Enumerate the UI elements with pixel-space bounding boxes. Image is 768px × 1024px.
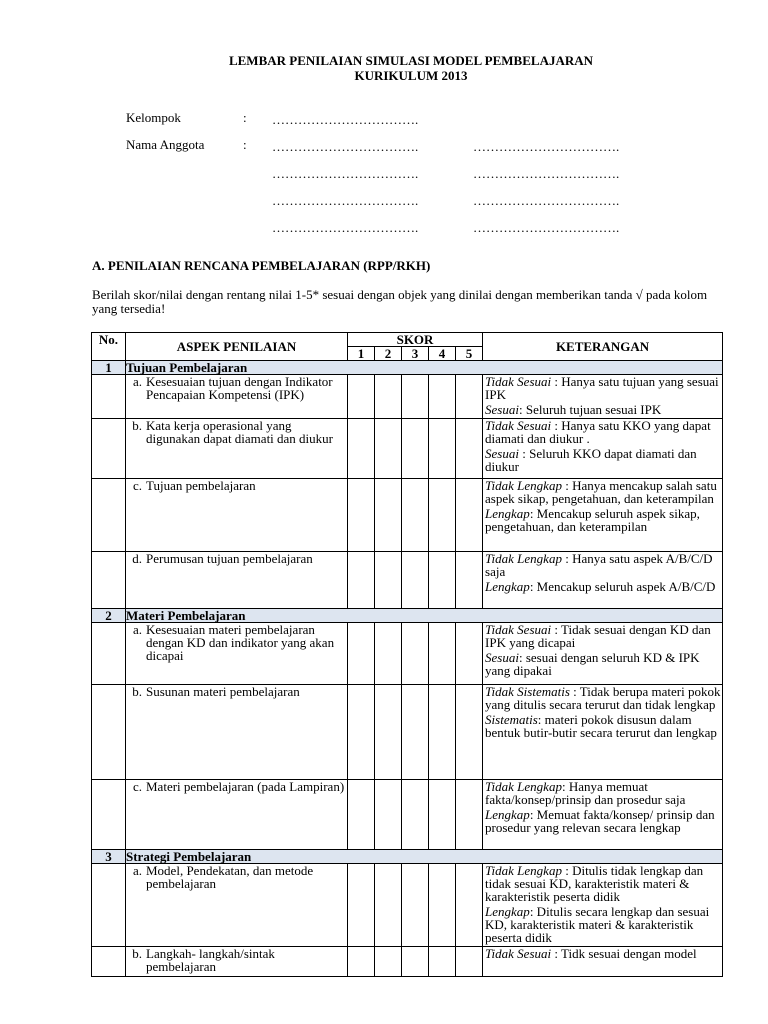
header-skor: SKOR: [348, 333, 483, 347]
score-cell-4[interactable]: [429, 479, 456, 552]
note-desc: : Hanya memuat fakta/konsep/prinsip dan prosedur saja: [485, 779, 686, 807]
row-number-cell: [92, 780, 126, 850]
table-row: [92, 479, 723, 552]
item-letter: b.: [132, 418, 142, 433]
score-cell-1[interactable]: [348, 479, 375, 552]
section-title: Materi Pembelajaran: [126, 609, 723, 623]
member-field-2[interactable]: …………………………….: [473, 139, 620, 154]
note-desc: : Tidak sesuai dengan KD dan IPK yang dicapai: [485, 622, 711, 650]
note-line: [485, 507, 722, 533]
note-term: Sistematis: [485, 712, 538, 727]
note-term: Lengkap: [485, 506, 530, 521]
item-text: Kesesuaian tujuan dengan Indikator Pencapaian Kompetensi (IPK): [146, 374, 333, 402]
score-cell-3[interactable]: [402, 685, 429, 780]
score-cell-1[interactable]: [348, 947, 375, 977]
score-cell-1[interactable]: [348, 685, 375, 780]
table-row: [92, 623, 723, 685]
score-cell-3[interactable]: [402, 780, 429, 850]
section-row: [92, 609, 723, 623]
score-cell-4[interactable]: [429, 947, 456, 977]
note-term: Sesuai: [485, 402, 519, 417]
note-desc: : Ditulis secara lengkap dan sesuai KD, karakteristik materi & karakteristik peserta didik: [485, 904, 710, 945]
section-a-heading: A. PENILAIAN RENCANA PEMBELAJARAN (RPP/RKH): [92, 258, 431, 273]
aspect-cell: [126, 864, 348, 947]
header-aspek: ASPEK PENILAIAN: [126, 333, 348, 361]
member-field-6[interactable]: …………………………….: [473, 193, 620, 208]
aspect-cell: [126, 685, 348, 780]
note-desc: : Tidak berupa materi pokok yang ditulis secara terurut dan tidak lengkap: [485, 684, 721, 712]
section-number: 1: [92, 361, 126, 375]
aspect-cell: [126, 947, 348, 977]
row-number-cell: [92, 864, 126, 947]
note-line: [485, 479, 722, 505]
score-cell-1[interactable]: [348, 419, 375, 479]
note-term: Tidak Sesuai: [485, 622, 552, 637]
score-cell-5[interactable]: [456, 375, 483, 419]
score-cell-5[interactable]: [456, 552, 483, 609]
score-cell-5[interactable]: [456, 780, 483, 850]
header-score-5: 5: [456, 347, 483, 361]
note-desc: : Hanya mencakup salah satu aspek sikap, pengetahuan, dan keterampilan: [485, 478, 717, 506]
table-row: [92, 552, 723, 609]
table-row: [92, 780, 723, 850]
note-term: Tidak Sistematis: [485, 684, 570, 699]
member-field-3[interactable]: …………………………….: [272, 166, 419, 181]
score-cell-3[interactable]: [402, 375, 429, 419]
colon: :: [243, 110, 247, 125]
score-cell-5[interactable]: [456, 623, 483, 685]
item-letter: c.: [132, 478, 142, 493]
header-no: No.: [92, 333, 126, 361]
note-term: Sesuai: [485, 446, 519, 461]
item-text: Langkah- langkah/sintak pembelajaran: [146, 946, 275, 974]
header-score-4: 4: [429, 347, 456, 361]
score-cell-4[interactable]: [429, 375, 456, 419]
note-term: Tidak Lengkap: [485, 779, 562, 794]
score-cell-1[interactable]: [348, 623, 375, 685]
note-term: Tidak Lengkap: [485, 551, 562, 566]
row-number-cell: [92, 685, 126, 780]
note-line: [485, 552, 722, 578]
aspect-cell: [126, 780, 348, 850]
row-number-cell: [92, 375, 126, 419]
member-field-1[interactable]: …………………………….: [272, 139, 419, 154]
note-desc: : Seluruh tujuan sesuai IPK: [518, 402, 662, 417]
item-text: Materi pembelajaran (pada Lampiran): [146, 779, 345, 794]
keterangan-cell: [483, 780, 723, 850]
row-number-cell: [92, 552, 126, 609]
keterangan-cell: [483, 685, 723, 780]
item-letter: c.: [132, 779, 142, 794]
item-letter: a.: [132, 622, 142, 637]
item-letter: b.: [132, 684, 142, 699]
table-row: [92, 947, 723, 977]
note-desc: : Ditulis tidak lengkap dan tidak sesuai KD, karakteristik materi & karakteristik peserta didik: [485, 863, 704, 904]
score-cell-2[interactable]: [375, 479, 402, 552]
note-term: Tidak Sesuai: [485, 374, 552, 389]
score-cell-5[interactable]: [456, 864, 483, 947]
note-line: [485, 947, 722, 960]
item-letter: b.: [132, 946, 142, 961]
item-text: Kata kerja operasional yang digunakan dapat diamati dan diukur: [146, 418, 334, 446]
score-cell-4[interactable]: [429, 780, 456, 850]
score-cell-2[interactable]: [375, 780, 402, 850]
aspect-cell: [126, 375, 348, 419]
note-term: Lengkap: [485, 807, 530, 822]
score-cell-1[interactable]: [348, 780, 375, 850]
note-line: [485, 780, 722, 806]
row-number-cell: [92, 479, 126, 552]
score-cell-5[interactable]: [456, 419, 483, 479]
note-term: Lengkap: [485, 579, 530, 594]
document-title-line2: KURIKULUM 2013: [354, 68, 468, 83]
header-score-3: 3: [402, 347, 429, 361]
score-cell-4[interactable]: [429, 864, 456, 947]
score-cell-4[interactable]: [429, 419, 456, 479]
note-desc: : Tidk sesuai dengan model: [551, 946, 697, 961]
keterangan-cell: [483, 947, 723, 977]
member-field-8[interactable]: …………………………….: [473, 220, 620, 235]
score-cell-3[interactable]: [402, 623, 429, 685]
member-field-5[interactable]: …………………………….: [272, 193, 419, 208]
kelompok-label: Kelompok: [126, 110, 181, 125]
score-cell-5[interactable]: [456, 685, 483, 780]
keterangan-cell: [483, 864, 723, 947]
note-line: [485, 685, 722, 711]
section-title: Tujuan Pembelajaran: [126, 361, 723, 375]
score-cell-2[interactable]: [375, 623, 402, 685]
note-term: Sesuai: [485, 650, 519, 665]
member-field-4[interactable]: …………………………….: [473, 166, 620, 181]
table-body: [92, 361, 723, 977]
assessment-table: [91, 332, 723, 977]
section-title: Strategi Pembelajaran: [126, 850, 723, 864]
score-cell-4[interactable]: [429, 623, 456, 685]
score-cell-3[interactable]: [402, 479, 429, 552]
note-term: Tidak Lengkap: [485, 478, 562, 493]
note-line: [485, 808, 722, 834]
member-field-7[interactable]: …………………………….: [272, 220, 419, 235]
score-cell-5[interactable]: [456, 947, 483, 977]
score-cell-3[interactable]: [402, 419, 429, 479]
item-letter: a.: [132, 374, 142, 389]
row-number-cell: [92, 623, 126, 685]
item-letter: d.: [132, 551, 142, 566]
item-text: Tujuan pembelajaran: [146, 478, 256, 493]
keterangan-cell: [483, 623, 723, 685]
header-score-1: 1: [348, 347, 375, 361]
score-cell-4[interactable]: [429, 552, 456, 609]
score-cell-2[interactable]: [375, 864, 402, 947]
score-cell-2[interactable]: [375, 375, 402, 419]
keterangan-cell: [483, 552, 723, 609]
score-cell-1[interactable]: [348, 375, 375, 419]
item-text: Kesesuaian materi pembelajaran dengan KD dan indikator yang akan dicapai: [146, 622, 335, 663]
note-term: Lengkap: [485, 904, 530, 919]
item-text: Model, Pendekatan, dan metode pembelajaran: [146, 863, 314, 891]
note-desc: : Hanya satu tujuan yang sesuai IPK: [485, 374, 719, 402]
table-row: [92, 685, 723, 780]
section-row: [92, 850, 723, 864]
score-cell-3[interactable]: [402, 947, 429, 977]
table-row: [92, 419, 723, 479]
note-term: Tidak Sesuai: [485, 418, 552, 433]
note-desc: : Seluruh KKO dapat diamati dan diukur: [485, 446, 697, 474]
keterangan-cell: [483, 419, 723, 479]
item-text: Perumusan tujuan pembelajaran: [146, 551, 313, 566]
note-desc: : sesuai dengan seluruh KD & IPK yang dipakai: [485, 650, 700, 678]
section-number: 2: [92, 609, 126, 623]
note-line: [485, 447, 722, 473]
header-keterangan: KETERANGAN: [483, 333, 723, 361]
item-text: Susunan materi pembelajaran: [146, 684, 300, 699]
score-cell-5[interactable]: [456, 479, 483, 552]
section-a-instruction: Berilah skor/nilai dengan rentang nilai 1-5* sesuai dengan objek yang dinilai dengan memberikan tanda √ pada kolom yang tersedia!: [92, 287, 708, 316]
note-term: Tidak Sesuai: [485, 946, 552, 961]
document-title-line1: LEMBAR PENILAIAN SIMULASI MODEL PEMBELAJARAN: [228, 53, 594, 68]
note-desc: : Hanya satu KKO yang dapat diamati dan diukur .: [485, 418, 711, 446]
note-line: [485, 419, 722, 445]
aspect-cell: [126, 623, 348, 685]
header-score-2: 2: [375, 347, 402, 361]
aspect-cell: [126, 479, 348, 552]
colon: :: [243, 137, 247, 152]
note-desc: : Memuat fakta/konsep/ prinsip dan prosedur yang relevan secara lengkap: [485, 807, 715, 835]
table-row: [92, 864, 723, 947]
nama-anggota-label: Nama Anggota: [126, 137, 205, 152]
aspect-cell: [126, 419, 348, 479]
section-number: 3: [92, 850, 126, 864]
aspect-cell: [126, 552, 348, 609]
row-number-cell: [92, 947, 126, 977]
kelompok-field[interactable]: …………………………….: [272, 112, 419, 127]
item-letter: a.: [132, 863, 142, 878]
note-line: [485, 864, 722, 903]
score-cell-2[interactable]: [375, 947, 402, 977]
row-number-cell: [92, 419, 126, 479]
note-line: [485, 580, 722, 593]
score-cell-3[interactable]: [402, 864, 429, 947]
note-line: [485, 651, 722, 677]
section-row: [92, 361, 723, 375]
keterangan-cell: [483, 375, 723, 419]
note-line: [485, 375, 722, 401]
note-line: [485, 905, 722, 944]
note-desc: : Mencakup seluruh aspek sikap, pengetahuan, dan keterampilan: [485, 506, 700, 534]
score-cell-1[interactable]: [348, 864, 375, 947]
note-line: [485, 623, 722, 649]
score-cell-4[interactable]: [429, 685, 456, 780]
score-cell-2[interactable]: [375, 419, 402, 479]
note-desc: : Hanya satu aspek A/B/C/D saja: [485, 551, 713, 579]
score-cell-1[interactable]: [348, 552, 375, 609]
note-desc: : materi pokok disusun dalam bentuk butir-butir secara terurut dan lengkap: [485, 712, 717, 740]
score-cell-2[interactable]: [375, 685, 402, 780]
note-line: [485, 713, 722, 739]
note-line: [485, 403, 722, 416]
keterangan-cell: [483, 479, 723, 552]
score-cell-3[interactable]: [402, 552, 429, 609]
score-cell-2[interactable]: [375, 552, 402, 609]
note-term: Tidak Lengkap: [485, 863, 562, 878]
note-desc: : Mencakup seluruh aspek A/B/C/D: [529, 579, 716, 594]
table-row: [92, 375, 723, 419]
